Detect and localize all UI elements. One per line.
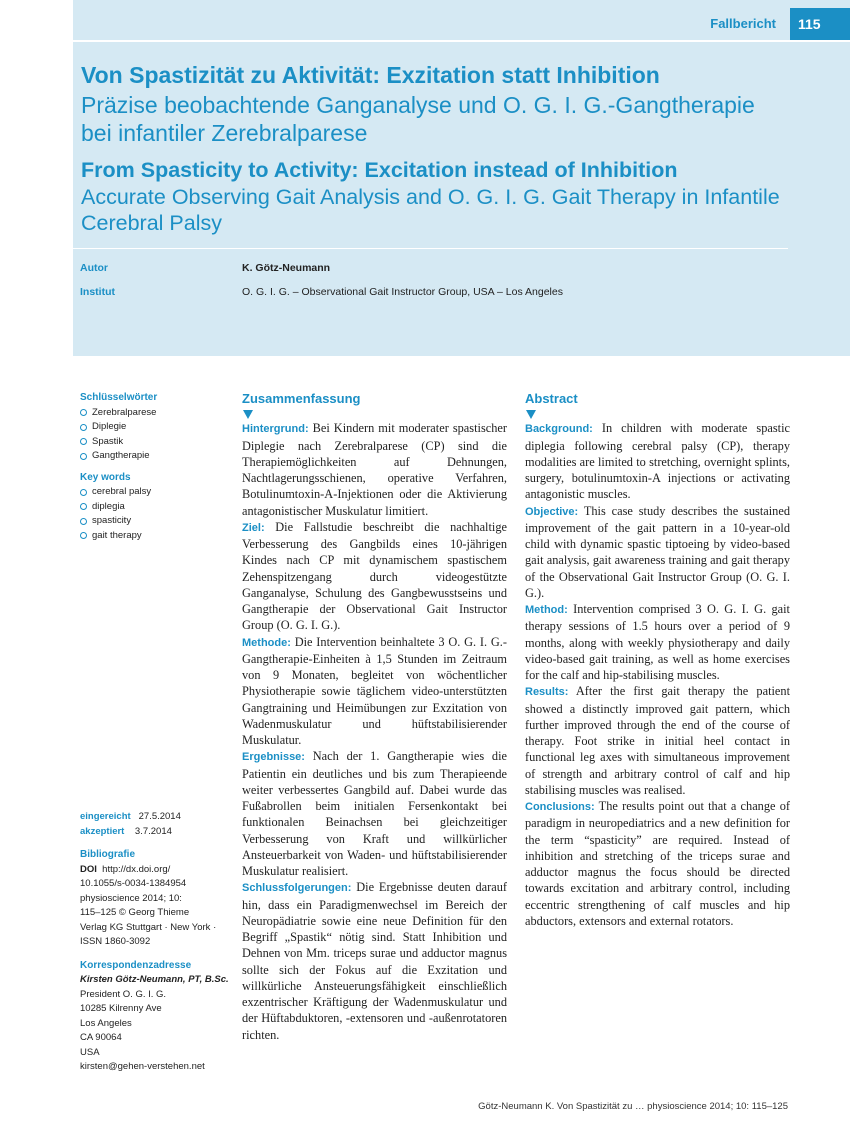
received-label: eingereicht [80,811,131,822]
bullet-icon [80,503,87,510]
abstract-section: Objective: This case study describes the sustained improvement of the gait pattern in a 10-year-old child with dynamic spastic tiptoeing by video-based gait analysis, gait awareness training and gait therapy of the Observational Gait Instructor Group (O. G. I. G.). [525,503,790,600]
bullet-icon [80,438,87,445]
title-english: From Spasticity to Activity: Excitation instead of Inhibition [81,158,678,182]
summary-section: Hintergrund: Bei Kindern mit moderater spastischer Diplegie nach Zerebralparese (CP) sind die Therapiemöglichkeiten auf Dehnungen, Nachtlagerungsschienen, operative Verfahren, Botulinumtoxin-A-Injektionen oder die Aktivierung antagonistischer Muskulatur limitiert. [242,421,507,518]
keywords-block [80,391,230,543]
keywords-de-title: Schlüsselwörter [80,392,158,403]
bullet-icon [80,489,87,496]
correspondence-name: Kirsten Götz-Neumann, PT, B.Sc. [80,974,229,985]
bibliography-line: 115–125 © Georg Thieme [80,907,190,918]
summary-german [242,391,507,1043]
bullet-icon [80,518,87,525]
subtitle-german: Präzise beobachtende Ganganalyse und O. G. I. G.-Gangtherapie bei infantiler Zerebralparese [81,92,755,146]
keyword-item: cerebral palsy [80,485,230,500]
accepted-label: akzeptiert [80,825,125,837]
bibliography-line: Verlag KG Stuttgart · New York · [80,921,217,933]
keywords-en-title: Key words [80,471,131,483]
keyword-item: Diplegie [80,420,230,435]
email-link[interactable]: kirsten@gehen-verstehen.net [80,1061,205,1072]
author-label: Autor [80,262,108,274]
bullet-icon [80,424,87,431]
author-name: K. Götz-Neumann [242,262,331,274]
keyword-item: Spastik [80,435,230,450]
summary-section: Methode: Die Intervention beinhaltete 3 O. G. I. G.-Gangtherapie-Einheiten à 1,5 Stunden im Zeitraum von 9 Monaten, begleitet von wöchentlicher Physiotherapie sowie täglichem video-unterstützten Gangtraining und Heimübungen zur Exzitation von Wadenmuskulatur und hüftstabilisierender Muskulatur. [242,634,507,747]
title-divider [73,248,788,249]
keyword-item: spasticity [80,514,230,529]
triangle-down-icon [243,410,253,419]
abstract-section: Background: In children with moderate spastic diplegia following cerebral palsy (CP), therapy modalities are limited to stretching, overnight splints, surgery, botulinumtoxin-A injections or activating antagonistic muscles. [525,421,790,502]
article-info-block [80,810,230,1075]
abstract-title: Abstract [525,391,578,406]
bibliography-title: Bibliografie [80,849,136,860]
summary-section: Ziel: Die Fallstudie beschreibt die nachhaltige Verbesserung des Gangbilds eines 10-jährigen Kindes nach CP mit dynamischem spastischem Zehenspitzengang durch videogestützte Ganganalyse, Schulung des Gangbewusstseins und Gangtherapie der Observational Gait Instructor Group (O. G. I. G.). [242,519,507,633]
address-line: 10285 Kilrenny Ave [80,1003,162,1014]
abstract-section: Conclusions: The results point out that a change of paradigm in neuropediatrics and a new definition for the term “spasticity” are required. Instead of inhibition and stretching of the triceps surae and adductor magnus the focus should be directed towards excitation and arbitrary control, including eccentric strengthening of calf muscles and hip abductors, extensors and external rotators. [525,799,790,928]
bibliography-line: physioscience 2014; 10: [80,892,182,904]
header-divider [73,40,850,42]
footer-citation: Götz-Neumann K. Von Spastizität zu … physioscience 2014; 10: 115–125 [478,1101,788,1112]
bibliography-line: ISSN 1860-3092 [80,936,151,947]
title-german: Von Spastizität zu Aktivität: Exzitation statt Inhibition [81,62,660,88]
keyword-item: Zerebralparese [80,406,230,421]
received-date: 27.5.2014 [138,811,181,822]
address-line: Los Angeles [80,1017,132,1029]
summary-section: Schlussfolgerungen: Die Ergebnisse deuten darauf hin, dass ein Paradigmenwechsel im Bereich der Neuropädiatrie sowie eine neue Definition für den Begriff „Spastik“ nötig sind. Statt Inhibition und Dehnen von Mm. triceps surae und adductor magnus sollte sich der Fokus auf die Exzitation und willkürliche Ansteuerungsfähigkeit einschließlich exzentrischer Kräftigung der Wadenmuskulatur und der Hüftabduktoren, -extensoren und -außenrotatoren richten. [242,880,507,1042]
address-line: President O. G. I. G. [80,988,167,1000]
accepted-date: 3.7.2014 [134,825,172,837]
page-number: 115 [790,8,850,40]
institute-name: O. G. I. G. – Observational Gait Instructor Group, USA – Los Angeles [242,286,563,298]
summary-section: Ergebnisse: Nach der 1. Gangtherapie wies die Patientin ein deutliches und bis zum Therapieende weiter verbessertes Gangbild auf. Dabei wurde das Fußabrollen beim initialen Fersenkontakt bei funktionalen Beinachsen bei gleichzeitiger Verbesserung von Kraft und willkürlicher Ansteuerbarkeit von Waden- und hüftstabilisierender Muskulatur realisiert. [242,749,507,878]
doi-link[interactable]: http://dx.doi.org/ [102,863,171,875]
summary-title: Zusammenfassung [242,391,361,406]
doi-label: DOI [80,863,97,875]
bullet-icon [80,409,87,416]
triangle-down-icon [526,410,536,419]
address-line: CA 90064 [80,1032,122,1043]
abstract-english [525,391,790,929]
correspondence-title: Korrespondenzadresse [80,959,192,971]
section-label: Fallbericht [710,16,776,31]
subtitle-english: Accurate Observing Gait Analysis and O. G. I. G. Gait Therapy in Infantile Cerebral Palsy [81,185,780,235]
abstract-section: Method: Intervention comprised 3 O. G. I. G. gait therapy sessions of 1.5 hours over a period of 9 months, along with weekly physiotherapy and daily video-based gait training, as well as home exercises for the calf and hip-stabilising muscles. [525,602,790,682]
keyword-item: gait therapy [80,529,230,544]
keyword-item: Gangtherapie [80,449,230,464]
institute-label: Institut [80,286,115,298]
bibliography-line: 10.1055/s-0034-1384954 [80,878,187,889]
abstract-section: Results: After the first gait therapy the patient showed a distinctly improved gait pattern, which further improved through the end of the course of therapy. Foot strike in initial heel contact in functional leg axes with simultaneous improvement of strength and arbitrary control of calf and hip stabilising muscles was realised. [525,684,791,797]
address-line: USA [80,1046,100,1058]
bullet-icon [80,453,87,460]
bullet-icon [80,532,87,539]
keyword-item: diplegia [80,500,230,515]
